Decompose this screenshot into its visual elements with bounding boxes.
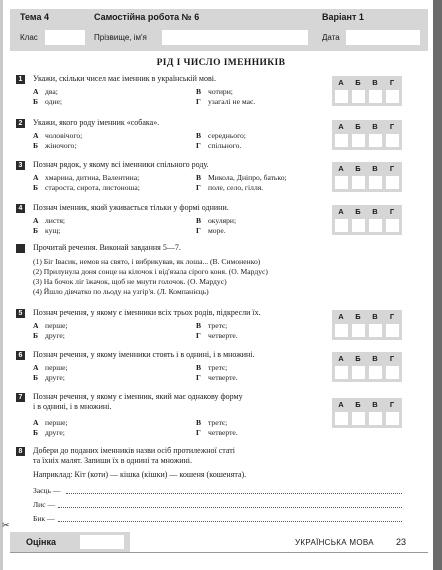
class-label: Клас	[20, 33, 38, 42]
worksheet-header	[10, 9, 428, 51]
answer-cell[interactable]	[386, 90, 399, 103]
answer-grid: А Б В Г	[332, 120, 402, 150]
fill-label-bull: Бик —	[33, 514, 55, 523]
answer-cell[interactable]	[352, 324, 365, 337]
option-b[interactable]: Б друге;	[33, 428, 65, 437]
answer-cell[interactable]	[369, 219, 382, 232]
option-a[interactable]: А листя;	[33, 216, 66, 225]
work-label: Самостійна робота № 6	[94, 12, 200, 22]
topic-label: Тема 4	[20, 12, 49, 22]
option-b[interactable]: Б жіночого;	[33, 141, 77, 150]
option-a[interactable]: А перше;	[33, 321, 68, 330]
task-number: 2	[16, 119, 25, 128]
subject-label: УКРАЇНСЬКА МОВА	[295, 538, 374, 547]
class-field[interactable]	[45, 30, 85, 45]
option-c[interactable]: В чотири;	[196, 87, 233, 96]
grade-box	[10, 532, 130, 552]
task-number: 6	[16, 351, 25, 360]
page-number: 23	[396, 537, 407, 547]
answer-grid: А Б В Г	[332, 76, 402, 106]
answer-cell[interactable]	[386, 134, 399, 147]
answer-cell[interactable]	[335, 324, 348, 337]
footer-rule	[10, 552, 428, 553]
answer-cell[interactable]	[335, 219, 348, 232]
grade-field[interactable]	[80, 535, 124, 549]
name-field[interactable]	[162, 30, 308, 45]
answer-cell[interactable]	[369, 412, 382, 425]
task-question-cont: і в однині, і в множині.	[33, 402, 112, 411]
answer-cell[interactable]	[335, 90, 348, 103]
answer-cell[interactable]	[369, 176, 382, 189]
answer-grid: А Б В Г	[332, 162, 402, 192]
date-label: Дата	[322, 33, 340, 42]
option-d[interactable]: Г узагалі не має.	[196, 97, 256, 106]
fill-label-fox: Лис —	[33, 500, 56, 509]
answer-cell[interactable]	[352, 412, 365, 425]
reading-marker	[16, 244, 25, 253]
option-b[interactable]: Б друге;	[33, 331, 65, 340]
option-d[interactable]: Г четверте.	[196, 373, 238, 382]
task-number: 1	[16, 75, 25, 84]
option-a[interactable]: А чоловічого;	[33, 131, 83, 140]
task-question: Укажи, скільки чисел має іменник в українській мові.	[33, 74, 216, 83]
task-question-cont: та їхніх малят. Запиши їх в однині та множині.	[33, 456, 193, 465]
fill-label-hare: Заєць —	[33, 486, 61, 495]
option-b[interactable]: Б одне;	[33, 97, 62, 106]
option-c[interactable]: В Микола, Дніпро, батько;	[196, 173, 287, 182]
page-left-edge	[0, 0, 3, 570]
answer-cell[interactable]	[369, 90, 382, 103]
answer-cell[interactable]	[386, 324, 399, 337]
option-d[interactable]: Г море.	[196, 226, 226, 235]
answer-cell[interactable]	[352, 90, 365, 103]
book-spine-edge	[433, 0, 442, 570]
task-example: Наприклад: Кіт (коти) — кішка (кішки) — кошеня (кошенята).	[33, 470, 247, 479]
option-d[interactable]: Г четверте.	[196, 331, 238, 340]
option-c[interactable]: В третє;	[196, 363, 228, 372]
answer-cell[interactable]	[335, 134, 348, 147]
task-question: Добери до поданих іменників назви осіб протилежної статі	[33, 446, 235, 455]
reading-line: (2) Прилунула доня сонце на кілочок і від'язала сірого коня. (О. Мардус)	[33, 267, 268, 276]
task-number: 7	[16, 393, 25, 402]
answer-cell[interactable]	[369, 134, 382, 147]
option-b[interactable]: Б староста, сирота, листоноша;	[33, 183, 140, 192]
option-a[interactable]: А перше;	[33, 418, 68, 427]
answer-cell[interactable]	[369, 366, 382, 379]
option-c[interactable]: В середнього;	[196, 131, 246, 140]
reading-line: (3) На бочок ліг їжачок, щоб не мнути голочок. (О. Мардус)	[33, 277, 227, 286]
task-number: 3	[16, 161, 25, 170]
answer-grid: А Б В Г	[332, 310, 402, 340]
task-question: Познач речення, у якому є іменники всіх трьох родів, підкресли їх.	[33, 308, 261, 317]
answer-cell[interactable]	[352, 134, 365, 147]
task-question: Познач речення, у якому іменники стоять і в однині, і в множині.	[33, 350, 255, 359]
option-b[interactable]: Б кущ;	[33, 226, 61, 235]
answer-line-bull[interactable]	[58, 521, 402, 522]
answer-grid: А Б В Г	[332, 352, 402, 382]
option-d[interactable]: Г спільного.	[196, 141, 242, 150]
option-b[interactable]: Б друге;	[33, 373, 65, 382]
task-number: 4	[16, 204, 25, 213]
task-question: Познач іменник, який уживається тільки у формі однини.	[33, 203, 229, 212]
reading-intro: Прочитай речення. Виконай завдання 5—7.	[33, 243, 181, 252]
option-a[interactable]: А хмарина, дитина, Валентина;	[33, 173, 140, 182]
page-title: РІД І ЧИСЛО ІМЕННИКІВ	[156, 58, 286, 68]
reading-line: (1) Біг Івасик, немов на свято, і вибрикував, як лоша... (В. Симоненко)	[33, 257, 261, 266]
option-c[interactable]: В третє;	[196, 321, 228, 330]
grade-label: Оцінка	[26, 537, 56, 547]
answer-cell[interactable]	[352, 176, 365, 189]
page-footer	[10, 532, 428, 552]
option-c[interactable]: В третє;	[196, 418, 228, 427]
option-d[interactable]: Г поле, село, гілля.	[196, 183, 264, 192]
answer-cell[interactable]	[352, 366, 365, 379]
answer-line-hare[interactable]	[66, 493, 402, 494]
variant-label: Варіант 1	[322, 12, 364, 22]
date-field[interactable]	[346, 30, 420, 45]
answer-line-fox[interactable]	[58, 507, 402, 508]
answer-cell[interactable]	[369, 324, 382, 337]
answer-cell[interactable]	[386, 366, 399, 379]
answer-cell[interactable]	[352, 219, 365, 232]
option-a[interactable]: А перше;	[33, 363, 68, 372]
answer-cell[interactable]	[386, 412, 399, 425]
answer-cell[interactable]	[335, 412, 348, 425]
option-c[interactable]: В окуляри;	[196, 216, 237, 225]
answer-cell[interactable]	[386, 176, 399, 189]
answer-cell[interactable]	[335, 366, 348, 379]
scissors-icon: ✂	[2, 520, 10, 530]
task-question: Укажи, якого роду іменник «собака».	[33, 118, 160, 127]
option-a[interactable]: А два;	[33, 87, 58, 96]
answer-grid: А Б В Г	[332, 205, 402, 235]
answer-cell[interactable]	[335, 176, 348, 189]
task-number: 8	[16, 447, 25, 456]
answer-cell[interactable]	[386, 219, 399, 232]
answer-grid: А Б В Г	[332, 398, 402, 428]
task-question: Познач речення, у якому є іменник, який має однакову форму	[33, 392, 243, 401]
option-d[interactable]: Г четверте.	[196, 428, 238, 437]
task-question: Познач рядок, у якому всі іменники спільного роду.	[33, 160, 209, 169]
task-number: 5	[16, 309, 25, 318]
reading-line: (4) Йшло дівчатко по льоду на узгір'я. (Л. Компанієць)	[33, 287, 209, 296]
name-label: Прізвище, ім'я	[94, 33, 147, 42]
